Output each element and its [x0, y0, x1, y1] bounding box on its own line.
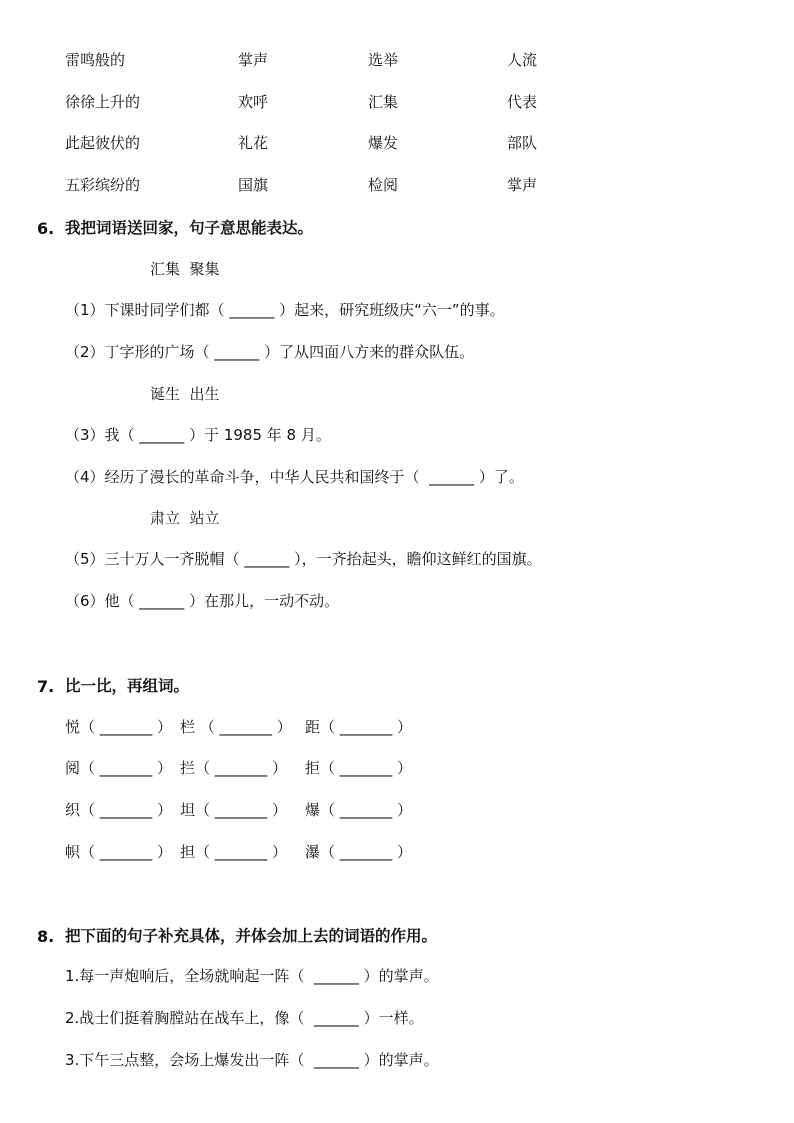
sentence: （3）我（ ______ ）于 1985 年 8 月。 [65, 426, 331, 444]
match-col3-item: 检阅 [368, 176, 399, 194]
compare-item: 担（ _______ ） [180, 843, 288, 861]
word-group: 汇集 聚集 [150, 260, 220, 278]
compare-item: 悦（ _______ ） [65, 718, 173, 736]
word-group: 肃立 站立 [150, 509, 220, 527]
compare-item: 拦（ _______ ） [180, 759, 288, 777]
sentence: （1）下课时同学们都（ ______ ）起来，研究班级庆“六一”的事。 [65, 301, 505, 319]
compare-item: 距（ _______ ） [305, 718, 413, 736]
match-col4-item: 代表 [507, 93, 538, 111]
question-number: 8. [37, 927, 55, 946]
word-group: 诞生 出生 [150, 385, 220, 403]
match-col2-item: 欢呼 [238, 93, 269, 111]
sentence: （2）丁字形的广场（ ______ ）了从四面八方来的群众队伍。 [65, 343, 475, 361]
match-col2-item: 掌声 [238, 51, 269, 69]
match-col4-item: 人流 [507, 51, 538, 69]
compare-item: 帜（ _______ ） [65, 843, 173, 861]
compare-item: 坦（ _______ ） [180, 801, 288, 819]
match-col3-item: 选举 [368, 51, 399, 69]
question-title: 把下面的句子补充具体，并体会加上去的词语的作用。 [65, 927, 438, 945]
compare-item: 织（ _______ ） [65, 801, 173, 819]
compare-item: 爆（ _______ ） [305, 801, 413, 819]
question-title: 我把词语送回家，句子意思能表达。 [65, 219, 314, 237]
question-number: 6. [37, 219, 55, 238]
sentence: 3.下午三点整，会场上爆发出一阵（ ______ ）的掌声。 [65, 1051, 439, 1069]
sentence: （4）经历了漫长的革命斗争，中华人民共和国终于（ ______ ）了。 [65, 468, 524, 486]
compare-item: 瀑（ _______ ） [305, 843, 413, 861]
question-number: 7. [37, 677, 55, 696]
sentence: 2.战士们挺着胸膛站在战车上，像（ ______ ）一样。 [65, 1009, 424, 1027]
sentence: （5）三十万人一齐脱帽（ ______ ），一齐抬起头，瞻仰这鲜红的国旗。 [65, 550, 542, 568]
match-col1-item: 五彩缤纷的 [65, 176, 141, 194]
match-col1-item: 雷鸣般的 [65, 51, 126, 69]
match-col4-item: 部队 [507, 134, 538, 152]
match-col1-item: 徐徐上升的 [65, 93, 141, 111]
sentence: 1.每一声炮响后，全场就响起一阵（ ______ ）的掌声。 [65, 967, 439, 985]
sentence: （6）他（ ______ ）在那儿，一动不动。 [65, 592, 340, 610]
compare-item: 栏 （ _______ ） [180, 718, 292, 736]
compare-item: 拒（ _______ ） [305, 759, 413, 777]
compare-item: 阅（ _______ ） [65, 759, 173, 777]
match-col2-item: 国旗 [238, 176, 269, 194]
match-col3-item: 爆发 [368, 134, 399, 152]
match-col1-item: 此起彼伏的 [65, 134, 141, 152]
question-title: 比一比，再组词。 [65, 677, 190, 695]
match-col4-item: 掌声 [507, 176, 538, 194]
match-col3-item: 汇集 [368, 93, 399, 111]
match-col2-item: 礼花 [238, 134, 269, 152]
